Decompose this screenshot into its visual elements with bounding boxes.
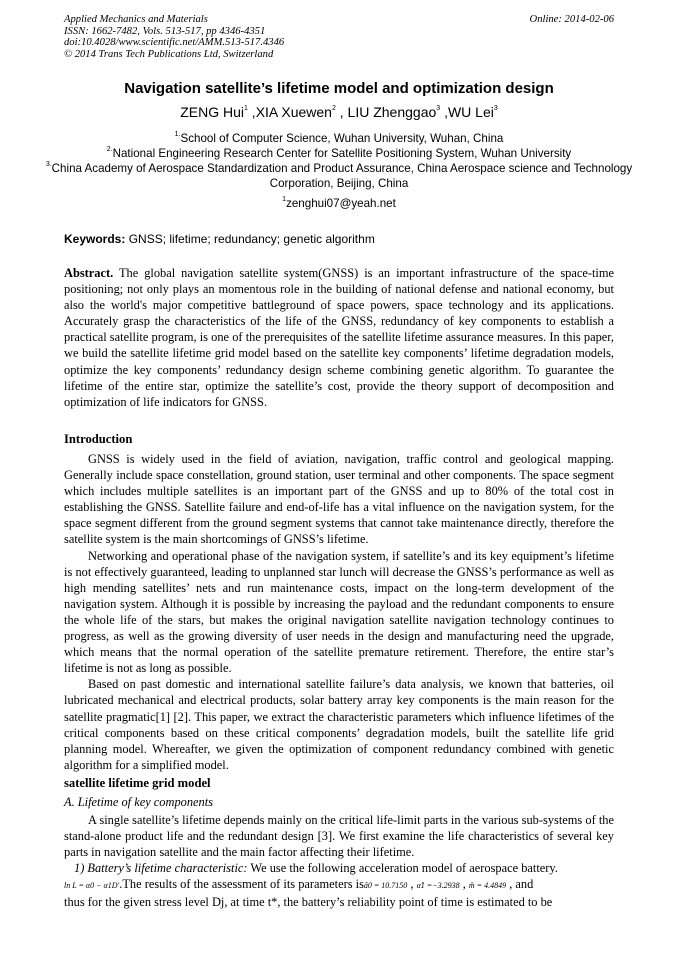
introduction-body	[64, 451, 614, 773]
keywords-label: Keywords:	[64, 232, 126, 246]
author-affiliation-mark: 3	[436, 105, 441, 113]
author-affiliation-mark: 2	[331, 105, 336, 113]
affiliation-text: National Engineering Research Center for Satellite Positioning System, Wuhan University	[112, 147, 572, 160]
affiliation-text: School of Computer Science, Wuhan University, Wuhan, China	[180, 132, 504, 145]
author-name: LIU Zhenggao	[347, 104, 437, 120]
paragraph: A single satellite’s lifetime depends mainly on the critical life-limit parts in the various sub-systems of the stand-alone product life and the redundant design [3]. We first examine the life characteristics of several key parts in navigation satellite and the main factor affecting their lifetime.	[64, 813, 614, 860]
equation-alpha0: â0 = 10.7150	[363, 881, 408, 891]
author-separator: ,	[335, 104, 348, 120]
copyright-line: © 2014 Trans Tech Publications Ltd, Switzerland	[64, 48, 274, 60]
author-affiliation-mark: 3	[493, 105, 498, 113]
email-mark: 1	[282, 196, 287, 204]
abstract	[64, 265, 614, 410]
paragraph-line: thus for the given stress level Dj, at time t*, the battery’s reliability point of time is estimated to be	[64, 895, 553, 910]
publication-info	[64, 14, 284, 60]
affiliation-mark: 3.	[45, 161, 52, 169]
keywords-line	[64, 232, 375, 246]
affiliation-2	[40, 146, 638, 161]
section-body	[64, 812, 614, 911]
author-name: XIA Xuewen	[255, 104, 332, 120]
affiliation-1	[40, 131, 638, 146]
author-name: ZENG Hui	[180, 104, 244, 120]
author-separator: ,	[247, 104, 256, 120]
paper-title: Navigation satellite’s lifetime model and optimization design	[124, 80, 554, 97]
text-fragment: .The results of the assessment of its parameters is	[119, 877, 364, 892]
author-name: WU Lei	[447, 104, 494, 120]
paragraph: Networking and operational phase of the navigation system, if satellite’s and its key equipment’s lifetime is not effectively guaranteed, leading to unplanned star lunch will decrease the GNSS’s performance as well as high mending satellites’ nets and run maintenance costs, impact on the long-term development of the navigation system. Although it is possible by increasing the payload and the redundant components to ensure the whole life of the stars, but makes the original navigation satellite navigation technology continues to progress, as well as the growing diversity of user needs in the design and manufacturing need the upgrade, which means that the normal operation of the satellite premature retirement. Therefore, the entire star’s lifetime is not as long as possible.	[64, 548, 614, 676]
item-label: 1) Battery’s lifetime characteristic:	[74, 861, 248, 876]
journal-name: Applied Mechanics and Materials	[64, 14, 208, 25]
affiliation-mark: 1.	[174, 131, 181, 139]
abstract-text: The global navigation satellite system(GNSS) is an important infrastructure of the space-time positioning; not only plays an momentous role in the building of national defense and national economy, but also the world's major competitive battleground of space powers, space technology and its applications. Accurately grasp the characteristics of the life of the GNSS, redundancy of key components to establish a practical satellite program, is one of the prerequisites of the satellite lifetime assurance measures. In this paper, we build the satellite lifetime grid model based on the satellite key components’ lifetime degradation models, optimize the key components’ redundancy design scheme combining genetic algorithm. To guarantee the lifetime of the entire star, optimize the satellite’s cost, provide the theory support of decomposition and optimization of life indicators for GNSS.	[64, 266, 614, 409]
equation-model: ln L = α0 − α1D′	[64, 881, 120, 891]
subsection-heading: A. Lifetime of key components	[64, 795, 213, 809]
author-affiliation-mark: 1	[244, 105, 248, 113]
email-address[interactable]: zenghui07@yeah.net	[286, 197, 396, 210]
affiliation-3	[40, 161, 638, 191]
affiliation-text: China Academy of Aerospace Standardization and Product Assurance, China Aerospace science and Technology Corporation, Beijing, China	[51, 162, 633, 190]
equation-line: ln L = α0 − α1D′.The results of the assessment of its parameters isâ0 = 10.7150 , α̂1 =−3.2938 , m̂ = 4.4849 , and	[64, 877, 534, 892]
author-separator: ,	[440, 104, 448, 120]
author-list	[0, 104, 678, 120]
item-text: We use the following acceleration model of aerospace battery.	[247, 861, 558, 876]
text-fragment: , and	[509, 877, 534, 892]
list-item	[64, 860, 614, 876]
paragraph: GNSS is widely used in the field of aviation, navigation, traffic control and geological mapping. Generally include space constellation, ground station, user terminal and other components. The space segment which includes multiple satellites is an important part of the GNSS and up to 80% of the total cost in establishing the GNSS. Satellite failure and end-of-life has a vital influence on the navigation system, for the space segment different from the ground segment systems that cannot take maintenance directly, therefore the satellite system is the main shortcomings of GNSS’s lifetime.	[64, 452, 614, 547]
section-heading: satellite lifetime grid model	[64, 776, 211, 790]
abstract-label: Abstract.	[64, 266, 114, 280]
equation-m: m̂ = 4.4849	[468, 881, 507, 891]
paragraph: Based on past domestic and international satellite failure’s data analysis, we known that batteries, oil lubricated mechanical and electrical products, solar battery array key components is the main reason for the satellite pragmatic[1] [2]. This paper, we extract the characteristic parameters which influence lifetimes of the critical components based on these critical components’ degradation models, built the satellite life grid planning model. Whereafter, we given the optimization of component redundancy combined with genetic algorithm for a simplified model.	[64, 677, 614, 772]
email-line	[40, 196, 638, 211]
equation-alpha1: α̂1 =−3.2938	[416, 881, 460, 891]
keywords-text: GNSS; lifetime; redundancy; genetic algorithm	[125, 232, 375, 246]
online-date: Online: 2014-02-06	[529, 14, 614, 25]
issn-line: ISSN: 1662-7482, Vols. 513-517, pp 4346-4351	[64, 25, 266, 37]
affiliation-mark: 2.	[106, 146, 113, 154]
doi-line: doi:10.4028/www.scientific.net/AMM.513-517.4346	[64, 37, 285, 49]
introduction-heading: Introduction	[64, 432, 133, 446]
